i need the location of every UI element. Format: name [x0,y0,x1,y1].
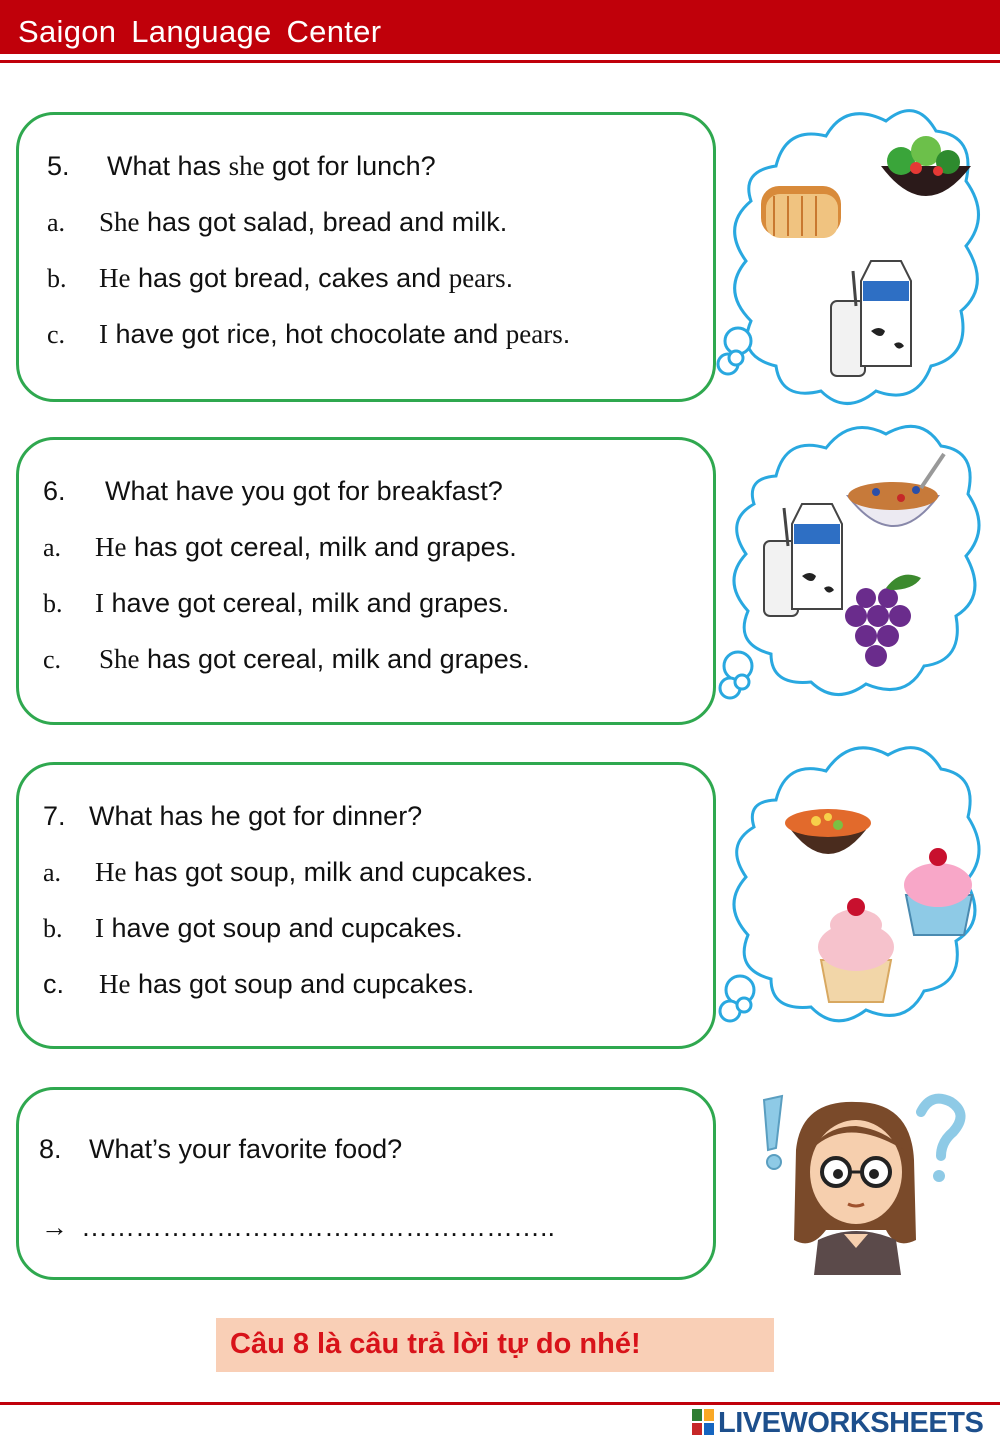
question-mark-icon [921,1099,961,1182]
question-6-option-c[interactable]: c. She has got cereal, milk and grapes. [43,644,530,674]
question-7-option-a[interactable]: a. He has got soup, milk and cupcakes. [43,857,534,887]
question-7-option-b[interactable]: b. I have got soup and cupcakes. [43,913,463,943]
bread-icon [761,186,841,238]
header-divider [0,60,1000,63]
question-8-prompt: 8. What’s your favorite food? [39,1134,403,1164]
breakfast-thought-cloud [716,416,986,706]
free-answer-note [216,1318,774,1372]
question-8-box [16,1087,716,1280]
milk-carton-icon [792,504,842,609]
question-5-box [16,112,716,402]
note-text: Câu 8 là câu trả lời tự do nhé! [230,1328,641,1360]
question-6-option-a[interactable]: a. He has got cereal, milk and grapes. [43,532,517,562]
liveworksheets-logo-icon [692,1409,716,1437]
question-8-answer-field[interactable]: → …………………………………………….. [41,1212,556,1242]
exclamation-icon [764,1096,782,1169]
question-6-option-b[interactable]: b. I have got cereal, milk and grapes. [43,588,510,618]
milk-carton-icon [861,261,911,366]
question-6-prompt: 6. What have you got for breakfast? [43,476,503,506]
question-5-option-c[interactable]: c. I have got rice, hot chocolate and pears. [47,319,571,349]
dinner-thought-cloud [716,735,986,1035]
thinking-girl-icon [756,1090,971,1275]
liveworksheets-brand: LIVEWORKSHEETS [718,1407,984,1439]
question-7-prompt: 7. What has he got for dinner? [43,801,423,831]
arrow-icon: → [41,1212,68,1242]
header-bar [0,0,1000,54]
lunch-thought-cloud [716,96,986,416]
question-6-box [16,437,716,725]
liveworksheets-logo [692,1405,992,1439]
header-title: Saigon Language Center [18,14,382,49]
question-5-option-b[interactable]: b. He has got bread, cakes and pears. [47,263,514,293]
question-5-prompt: 5. What has she got for lunch? [47,151,436,181]
question-7-option-c[interactable]: c. He has got soup and cupcakes. [43,969,475,999]
question-5-option-a[interactable]: a. She has got salad, bread and milk. [47,207,508,237]
question-7-box [16,762,716,1049]
